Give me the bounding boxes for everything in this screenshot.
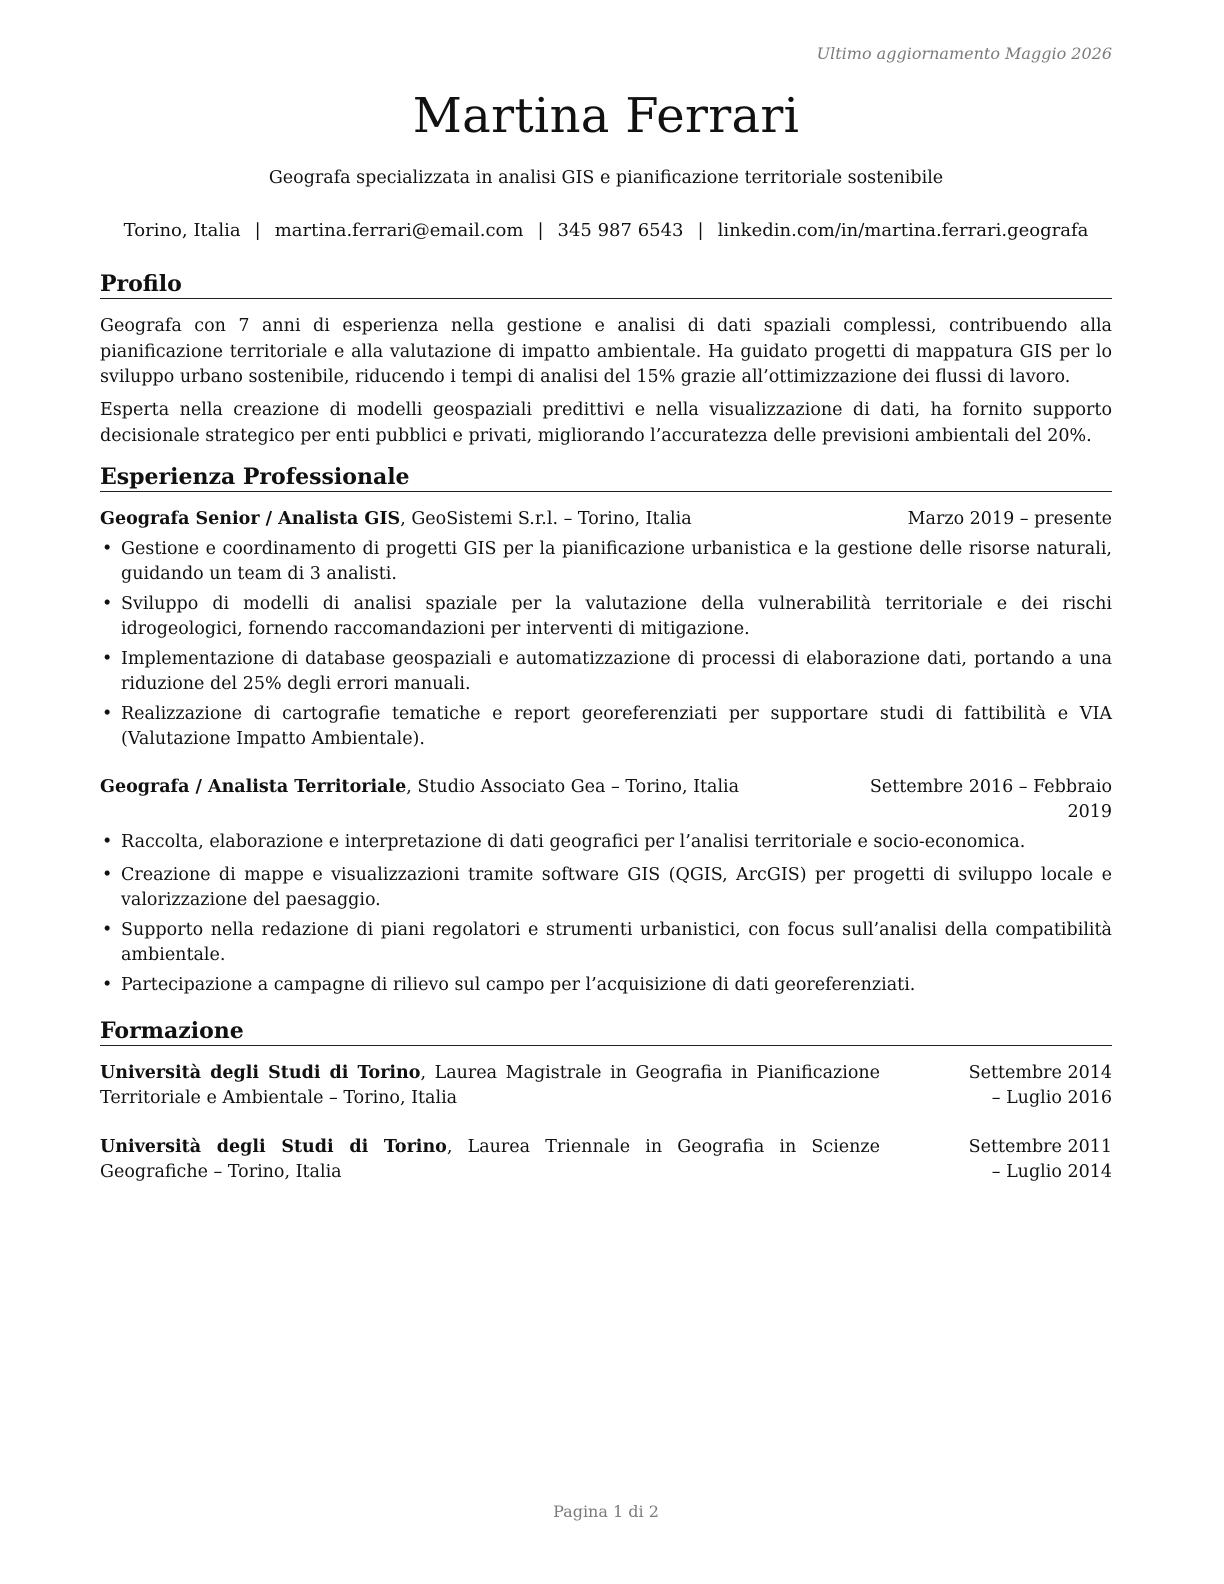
education-detail: , Laurea Triennale in Geografia in Scienze Geografiche – Torino, Italia (100, 1137, 880, 1182)
education-dates: Settembre 2011 – Luglio 2014 (968, 1137, 1112, 1182)
profile-paragraph: Geografa con 7 anni di esperienza nella gestione e analisi di dati spaziali complessi, contribuendo alla pianificazione territoriale e alla valutazione di impatto ambientale. Ha guidato progetti di mappatura GIS per lo sviluppo urbano sostenibile, riducendo i tempi di analisi del 15% grazie all’ottimizzazione dei flussi di lavoro. (100, 316, 1112, 387)
bullet-icon: • (102, 832, 113, 852)
education-text (100, 1135, 880, 1185)
candidate-name: Martina Ferrari (412, 88, 800, 144)
section-title-profile: Profilo (100, 271, 1112, 299)
contact-line (100, 220, 1112, 241)
resume-page (100, 0, 1112, 1584)
job-bullet-list (100, 537, 1112, 757)
contact-linkedin[interactable]: linkedin.com/in/martina.ferrari.geografa (717, 220, 1089, 241)
list-item: • Creazione di mappe e visualizzazioni tramite software GIS (QGIS, ArcGIS) per progetti di sviluppo locale e valorizzazione del paesaggio. (102, 865, 1112, 910)
profile-paragraph: Esperta nella creazione di modelli geospaziali predittivi e nella visualizzazione di dati, ha fornito supporto decisionale strategico per enti pubblici e privati, migliorando l’accuratezza delle previsioni ambientali del 20%. (100, 400, 1112, 446)
contact-separator: | (254, 220, 261, 241)
job-company: , GeoSistemi S.r.l. – Torino, Italia (400, 509, 692, 529)
contact-email[interactable]: martina.ferrari@email.com (274, 220, 524, 241)
job-bullet-list (100, 830, 1112, 1003)
job-role: Geografa / Analista Territoriale (100, 777, 407, 797)
bullet-icon: • (102, 594, 113, 614)
job-title-line (100, 775, 739, 800)
bullet-icon: • (102, 865, 113, 885)
job-dates: Settembre 2016 – Febbraio 2019 (869, 777, 1112, 822)
bullet-icon: • (102, 920, 113, 940)
list-item: • Partecipazione a campagne di rilievo sul campo per l’acquisizione di dati georeferenziati. (100, 973, 1112, 998)
education-text (100, 1061, 880, 1111)
education-institution: Università degli Studi di Torino (100, 1063, 421, 1083)
list-item: • Realizzazione di cartografie tematiche e report georeferenziati per supportare studi di fattibilità e VIA (Valutazione Impatto Ambientale). (102, 704, 1112, 749)
section-title-education: Formazione (100, 1018, 1112, 1046)
bullet-icon: • (102, 539, 113, 559)
section-title-experience: Esperienza Professionale (100, 464, 1112, 492)
bullet-icon: • (102, 649, 113, 669)
list-item: • Implementazione di database geospaziali e automatizzazione di processi di elaborazione dati, portando a una riduzione del 25% degli errori manuali. (102, 649, 1112, 694)
list-item: • Raccolta, elaborazione e interpretazione di dati geografici per l’analisi territoriale e socio-economica. (100, 830, 1112, 855)
bullet-icon: • (102, 975, 113, 995)
job-company: , Studio Associato Gea – Torino, Italia (406, 777, 740, 797)
candidate-tagline: Geografa specializzata in analisi GIS e pianificazione territoriale sostenibile (268, 168, 944, 188)
education-institution: Università degli Studi di Torino (100, 1137, 447, 1157)
job-role: Geografa Senior / Analista GIS (100, 509, 401, 529)
job-dates: Marzo 2019 – presente (907, 509, 1112, 529)
list-item: • Gestione e coordinamento di progetti GIS per la pianificazione urbanistica e la gestione delle risorse naturali, guidando un team di 3 analisti. (102, 539, 1112, 584)
contact-location: Torino, Italia (123, 220, 241, 241)
list-item: • Supporto nella redazione di piani regolatori e strumenti urbanistici, con focus sull’analisi della compatibilità ambientale. (102, 920, 1112, 965)
education-detail: , Laurea Magistrale in Geografia in Pianificazione Territoriale e Ambientale – Torino, Italia (100, 1063, 880, 1108)
contact-separator: | (537, 220, 544, 241)
bullet-icon: • (102, 704, 113, 724)
list-item: • Sviluppo di modelli di analisi spaziale per la valutazione della vulnerabilità territoriale e dei rischi idrogeologici, fornendo raccomandazioni per interventi di mitigazione. (102, 594, 1112, 639)
page-number: Pagina 1 di 2 (553, 1502, 659, 1521)
contact-separator: | (697, 220, 704, 241)
contact-phone[interactable]: 345 987 6543 (557, 220, 684, 241)
last-updated-note: Ultimo aggiornamento Maggio 2026 (816, 44, 1112, 63)
education-dates: Settembre 2014 – Luglio 2016 (968, 1063, 1112, 1108)
job-title-line (100, 507, 692, 532)
